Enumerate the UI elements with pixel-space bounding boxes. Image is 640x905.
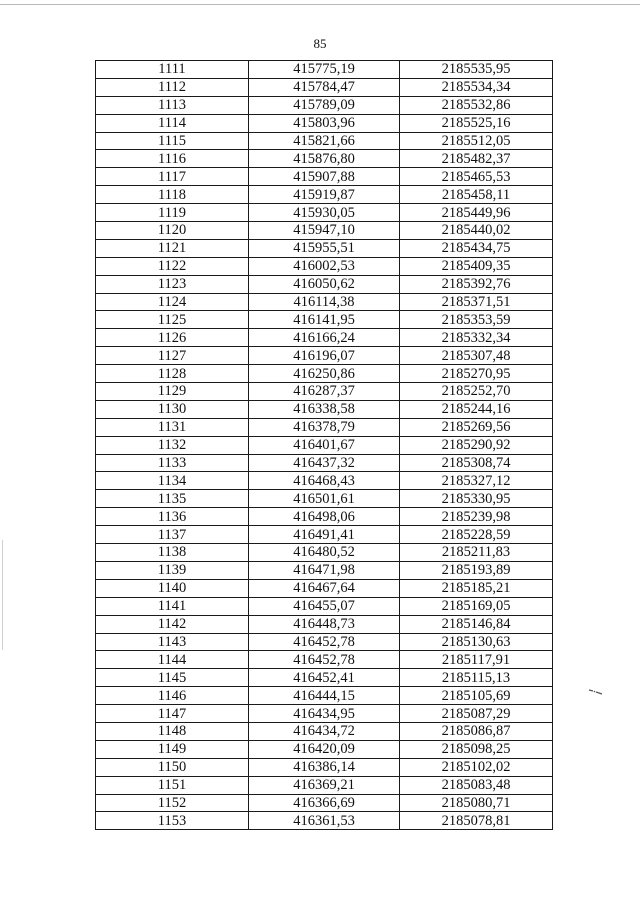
point-number-cell: 1135 <box>96 490 249 508</box>
table-row <box>96 651 553 669</box>
y-coordinate-cell: 2185440,02 <box>400 222 553 240</box>
x-coordinate-cell: 416452,78 <box>249 633 400 651</box>
x-coordinate-cell: 416250,86 <box>249 365 400 383</box>
point-number-cell: 1128 <box>96 365 249 383</box>
point-number-cell: 1123 <box>96 275 249 293</box>
point-number-cell: 1150 <box>96 758 249 776</box>
table-row <box>96 776 553 794</box>
table-row <box>96 329 553 347</box>
x-coordinate-cell: 416480,52 <box>249 544 400 562</box>
table-row <box>96 400 553 418</box>
y-coordinate-cell: 2185534,34 <box>400 78 553 96</box>
table-row <box>96 257 553 275</box>
y-coordinate-cell: 2185535,95 <box>400 61 553 79</box>
y-coordinate-cell: 2185228,59 <box>400 526 553 544</box>
scan-left-edge-line <box>2 540 3 650</box>
x-coordinate-cell: 416361,53 <box>249 812 400 830</box>
y-coordinate-cell: 2185239,98 <box>400 508 553 526</box>
point-number-cell: 1149 <box>96 740 249 758</box>
table-row <box>96 490 553 508</box>
point-number-cell: 1127 <box>96 347 249 365</box>
table-row <box>96 454 553 472</box>
point-number-cell: 1130 <box>96 400 249 418</box>
table-row <box>96 472 553 490</box>
y-coordinate-cell: 2185115,13 <box>400 669 553 687</box>
y-coordinate-cell: 2185117,91 <box>400 651 553 669</box>
x-coordinate-cell: 416448,73 <box>249 615 400 633</box>
table-row <box>96 722 553 740</box>
x-coordinate-cell: 415919,87 <box>249 186 400 204</box>
table-row <box>96 186 553 204</box>
y-coordinate-cell: 2185409,35 <box>400 257 553 275</box>
table-row <box>96 150 553 168</box>
y-coordinate-cell: 2185269,56 <box>400 418 553 436</box>
point-number-cell: 1147 <box>96 705 249 723</box>
point-number-cell: 1153 <box>96 812 249 830</box>
y-coordinate-cell: 2185307,48 <box>400 347 553 365</box>
y-coordinate-cell: 2185252,70 <box>400 383 553 401</box>
table-row <box>96 78 553 96</box>
table-row <box>96 347 553 365</box>
x-coordinate-cell: 415930,05 <box>249 204 400 222</box>
y-coordinate-cell: 2185244,16 <box>400 400 553 418</box>
y-coordinate-cell: 2185525,16 <box>400 114 553 132</box>
y-coordinate-cell: 2185185,21 <box>400 579 553 597</box>
x-coordinate-cell: 416338,58 <box>249 400 400 418</box>
x-coordinate-cell: 416141,95 <box>249 311 400 329</box>
x-coordinate-cell: 416166,24 <box>249 329 400 347</box>
x-coordinate-cell: 416366,69 <box>249 794 400 812</box>
x-coordinate-cell: 415775,19 <box>249 61 400 79</box>
point-number-cell: 1145 <box>96 669 249 687</box>
y-coordinate-cell: 2185146,84 <box>400 615 553 633</box>
point-number-cell: 1129 <box>96 383 249 401</box>
x-coordinate-cell: 416444,15 <box>249 687 400 705</box>
point-number-cell: 1122 <box>96 257 249 275</box>
point-number-cell: 1133 <box>96 454 249 472</box>
table-row <box>96 633 553 651</box>
x-coordinate-cell: 416050,62 <box>249 275 400 293</box>
y-coordinate-cell: 2185102,02 <box>400 758 553 776</box>
point-number-cell: 1141 <box>96 597 249 615</box>
table-row <box>96 96 553 114</box>
x-coordinate-cell: 416378,79 <box>249 418 400 436</box>
x-coordinate-cell: 416002,53 <box>249 257 400 275</box>
y-coordinate-cell: 2185080,71 <box>400 794 553 812</box>
point-number-cell: 1119 <box>96 204 249 222</box>
table-row <box>96 365 553 383</box>
scan-speck-mark <box>588 688 604 696</box>
x-coordinate-cell: 416434,72 <box>249 722 400 740</box>
x-coordinate-cell: 416420,09 <box>249 740 400 758</box>
y-coordinate-cell: 2185465,53 <box>400 168 553 186</box>
y-coordinate-cell: 2185482,37 <box>400 150 553 168</box>
point-number-cell: 1132 <box>96 436 249 454</box>
point-number-cell: 1137 <box>96 526 249 544</box>
point-number-cell: 1140 <box>96 579 249 597</box>
table-row <box>96 758 553 776</box>
y-coordinate-cell: 2185308,74 <box>400 454 553 472</box>
x-coordinate-cell: 416437,32 <box>249 454 400 472</box>
x-coordinate-cell: 416452,78 <box>249 651 400 669</box>
y-coordinate-cell: 2185270,95 <box>400 365 553 383</box>
x-coordinate-cell: 416386,14 <box>249 758 400 776</box>
coordinates-table <box>95 60 553 830</box>
coordinates-table-body <box>96 61 553 830</box>
y-coordinate-cell: 2185449,96 <box>400 204 553 222</box>
y-coordinate-cell: 2185083,48 <box>400 776 553 794</box>
y-coordinate-cell: 2185086,87 <box>400 722 553 740</box>
y-coordinate-cell: 2185392,76 <box>400 275 553 293</box>
x-coordinate-cell: 416468,43 <box>249 472 400 490</box>
point-number-cell: 1113 <box>96 96 249 114</box>
point-number-cell: 1126 <box>96 329 249 347</box>
table-row <box>96 293 553 311</box>
point-number-cell: 1143 <box>96 633 249 651</box>
x-coordinate-cell: 415955,51 <box>249 239 400 257</box>
x-coordinate-cell: 416491,41 <box>249 526 400 544</box>
y-coordinate-cell: 2185169,05 <box>400 597 553 615</box>
x-coordinate-cell: 415784,47 <box>249 78 400 96</box>
x-coordinate-cell: 416498,06 <box>249 508 400 526</box>
page-number: 85 <box>313 36 327 51</box>
y-coordinate-cell: 2185512,05 <box>400 132 553 150</box>
x-coordinate-cell: 416434,95 <box>249 705 400 723</box>
x-coordinate-cell: 416401,67 <box>249 436 400 454</box>
table-row <box>96 812 553 830</box>
table-row <box>96 436 553 454</box>
point-number-cell: 1111 <box>96 61 249 79</box>
point-number-cell: 1118 <box>96 186 249 204</box>
y-coordinate-cell: 2185434,75 <box>400 239 553 257</box>
y-coordinate-cell: 2185105,69 <box>400 687 553 705</box>
x-coordinate-cell: 416114,38 <box>249 293 400 311</box>
point-number-cell: 1115 <box>96 132 249 150</box>
table-row <box>96 687 553 705</box>
x-coordinate-cell: 415789,09 <box>249 96 400 114</box>
point-number-cell: 1124 <box>96 293 249 311</box>
point-number-cell: 1151 <box>96 776 249 794</box>
table-row <box>96 561 553 579</box>
table-row <box>96 383 553 401</box>
table-row <box>96 794 553 812</box>
x-coordinate-cell: 415947,10 <box>249 222 400 240</box>
table-row <box>96 204 553 222</box>
table-row <box>96 740 553 758</box>
point-number-cell: 1117 <box>96 168 249 186</box>
table-row <box>96 275 553 293</box>
table-row <box>96 579 553 597</box>
x-coordinate-cell: 416196,07 <box>249 347 400 365</box>
table-row <box>96 508 553 526</box>
x-coordinate-cell: 415907,88 <box>249 168 400 186</box>
table-row <box>96 114 553 132</box>
x-coordinate-cell: 416369,21 <box>249 776 400 794</box>
y-coordinate-cell: 2185098,25 <box>400 740 553 758</box>
x-coordinate-cell: 416471,98 <box>249 561 400 579</box>
table-row <box>96 544 553 562</box>
x-coordinate-cell: 416467,64 <box>249 579 400 597</box>
point-number-cell: 1120 <box>96 222 249 240</box>
y-coordinate-cell: 2185330,95 <box>400 490 553 508</box>
point-number-cell: 1139 <box>96 561 249 579</box>
table-row <box>96 61 553 79</box>
x-coordinate-cell: 416287,37 <box>249 383 400 401</box>
y-coordinate-cell: 2185130,63 <box>400 633 553 651</box>
y-coordinate-cell: 2185211,83 <box>400 544 553 562</box>
point-number-cell: 1131 <box>96 418 249 436</box>
x-coordinate-cell: 415876,80 <box>249 150 400 168</box>
table-row <box>96 615 553 633</box>
point-number-cell: 1144 <box>96 651 249 669</box>
point-number-cell: 1112 <box>96 78 249 96</box>
table-row <box>96 239 553 257</box>
point-number-cell: 1125 <box>96 311 249 329</box>
y-coordinate-cell: 2185532,86 <box>400 96 553 114</box>
table-row <box>96 418 553 436</box>
y-coordinate-cell: 2185371,51 <box>400 293 553 311</box>
table-row <box>96 526 553 544</box>
x-coordinate-cell: 415803,96 <box>249 114 400 132</box>
table-row <box>96 168 553 186</box>
table-row <box>96 669 553 687</box>
y-coordinate-cell: 2185327,12 <box>400 472 553 490</box>
y-coordinate-cell: 2185353,59 <box>400 311 553 329</box>
point-number-cell: 1142 <box>96 615 249 633</box>
x-coordinate-cell: 416501,61 <box>249 490 400 508</box>
x-coordinate-cell: 415821,66 <box>249 132 400 150</box>
table-row <box>96 222 553 240</box>
x-coordinate-cell: 416455,07 <box>249 597 400 615</box>
x-coordinate-cell: 416452,41 <box>249 669 400 687</box>
point-number-cell: 1134 <box>96 472 249 490</box>
scan-top-edge-line <box>0 4 640 5</box>
point-number-cell: 1152 <box>96 794 249 812</box>
point-number-cell: 1121 <box>96 239 249 257</box>
point-number-cell: 1148 <box>96 722 249 740</box>
point-number-cell: 1146 <box>96 687 249 705</box>
y-coordinate-cell: 2185458,11 <box>400 186 553 204</box>
point-number-cell: 1138 <box>96 544 249 562</box>
y-coordinate-cell: 2185087,29 <box>400 705 553 723</box>
table-row <box>96 132 553 150</box>
table-row <box>96 705 553 723</box>
point-number-cell: 1114 <box>96 114 249 132</box>
y-coordinate-cell: 2185193,89 <box>400 561 553 579</box>
y-coordinate-cell: 2185332,34 <box>400 329 553 347</box>
table-row <box>96 311 553 329</box>
y-coordinate-cell: 2185078,81 <box>400 812 553 830</box>
table-row <box>96 597 553 615</box>
y-coordinate-cell: 2185290,92 <box>400 436 553 454</box>
point-number-cell: 1116 <box>96 150 249 168</box>
point-number-cell: 1136 <box>96 508 249 526</box>
